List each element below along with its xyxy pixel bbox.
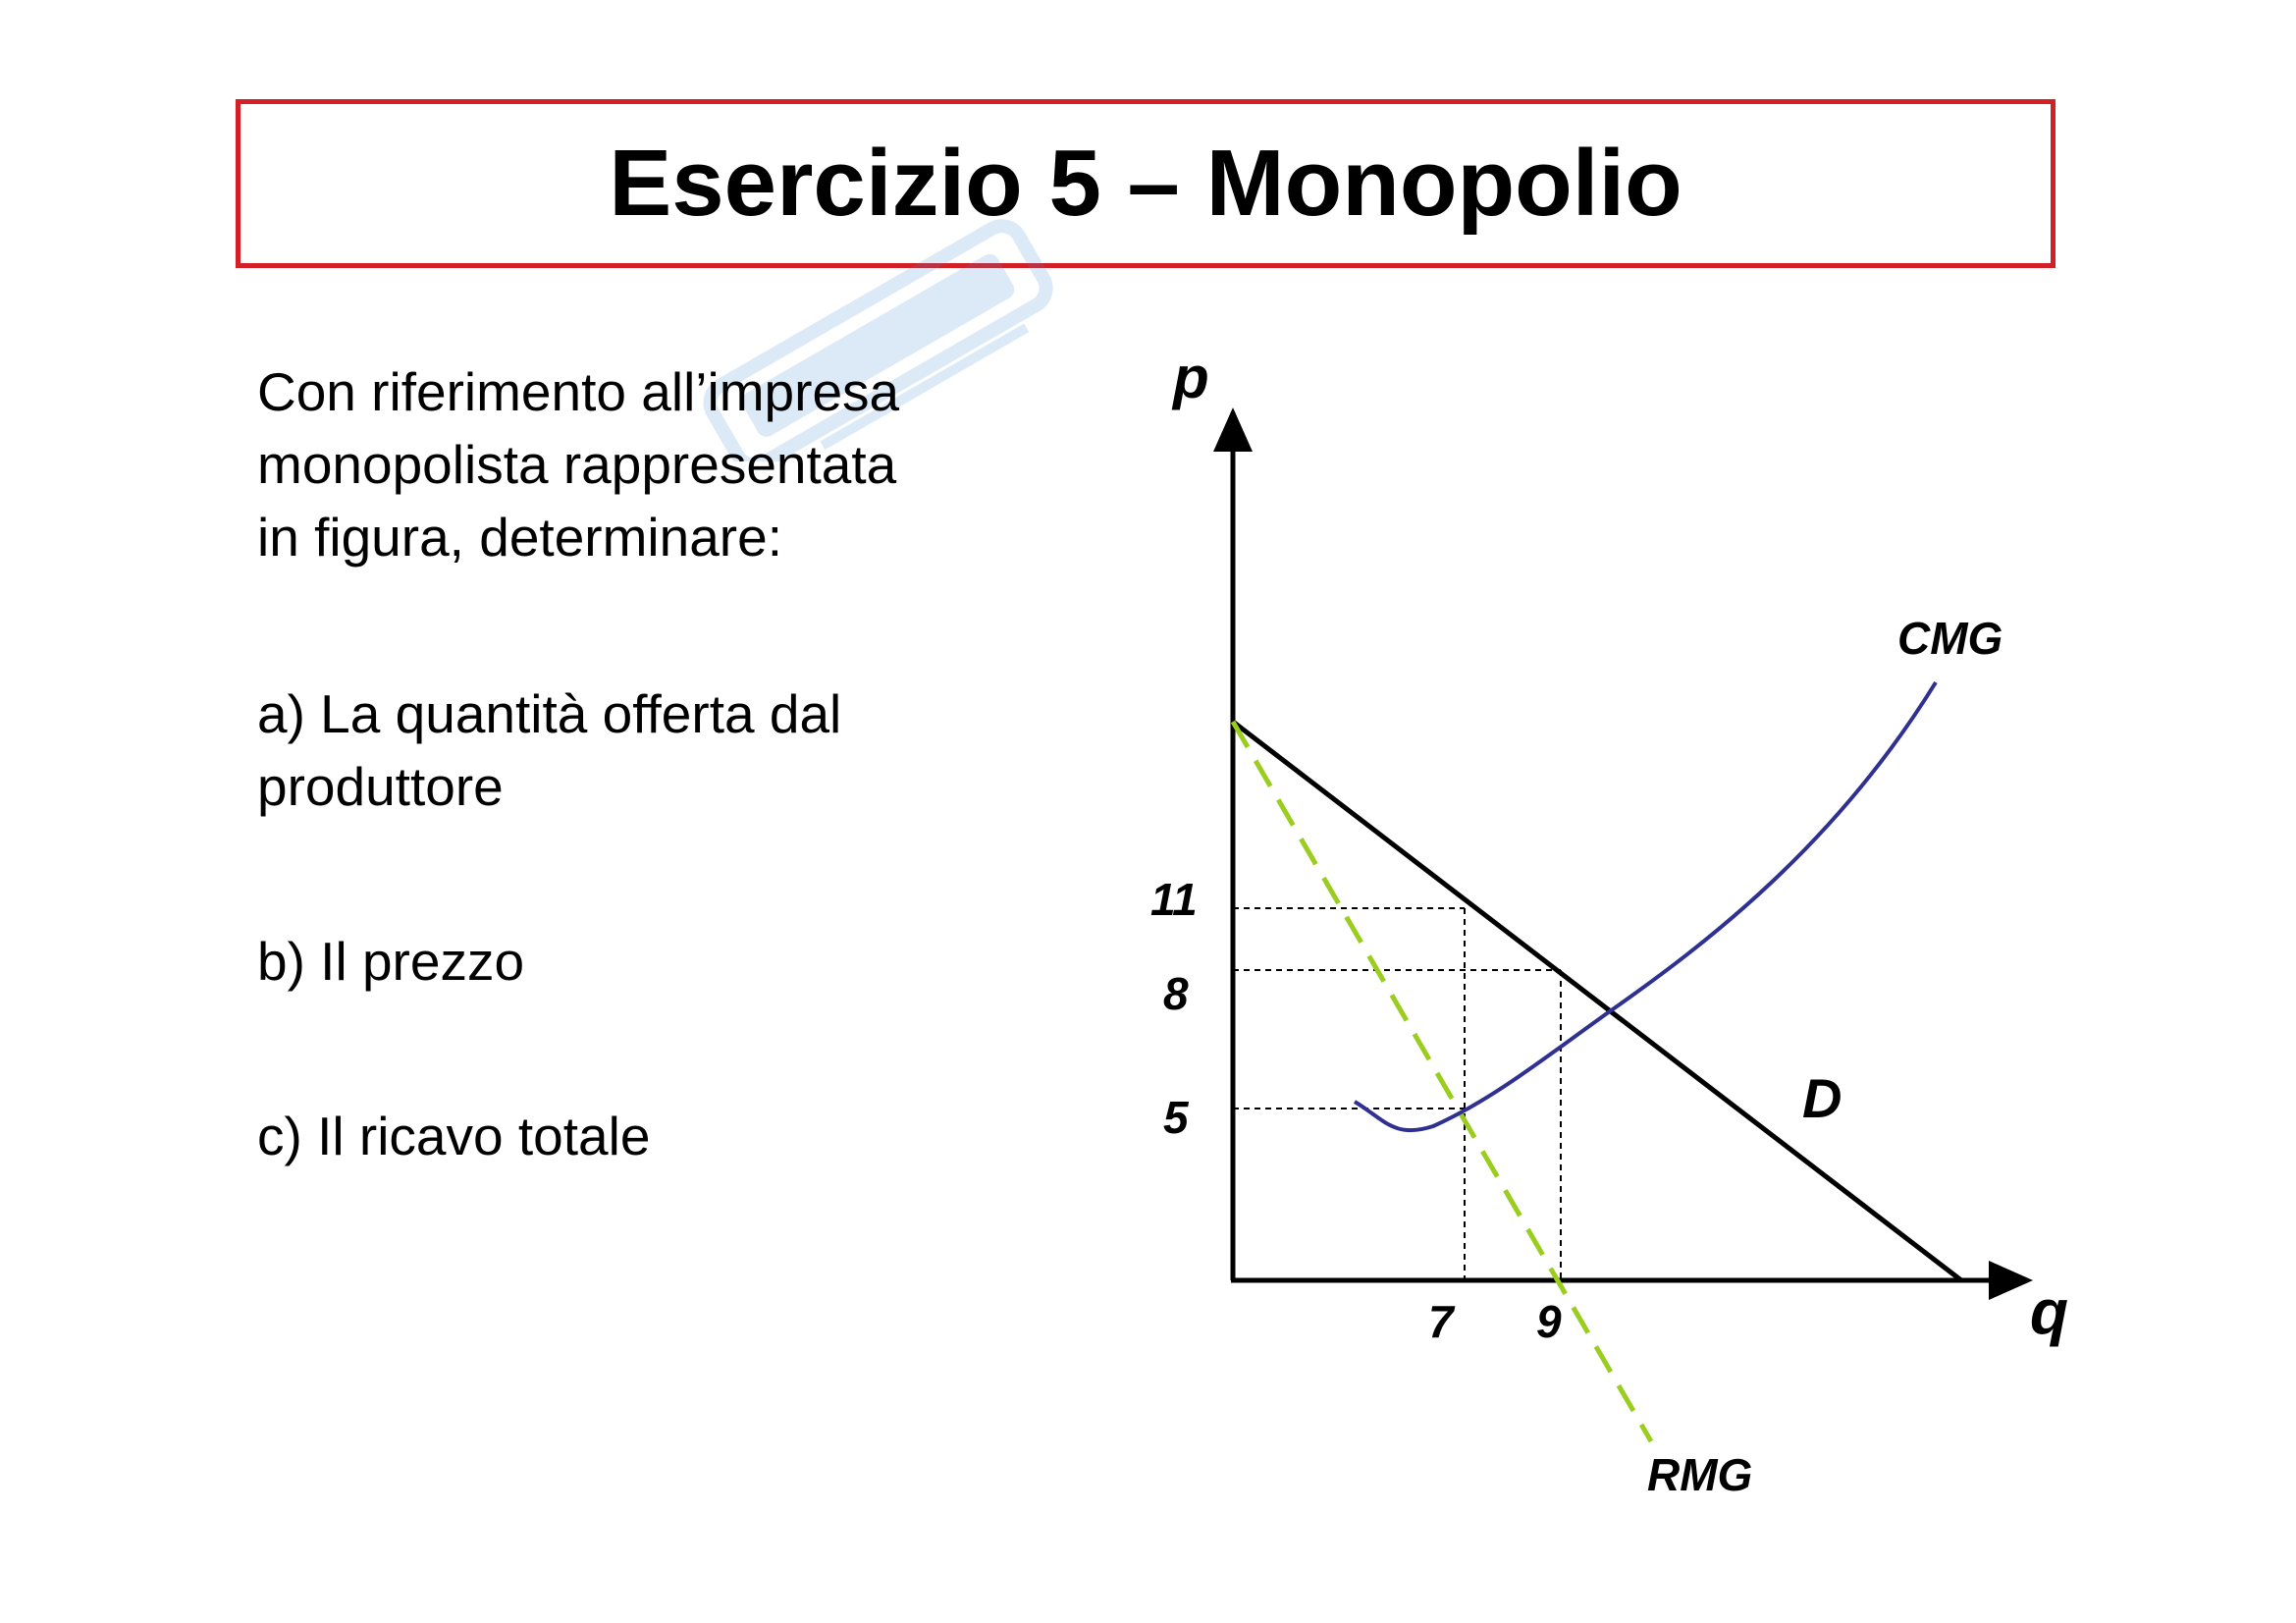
y-tick-11: 11 [1150,874,1198,925]
x-axis-label: q [2030,1276,2069,1347]
cmg-label: CMG [1897,613,2003,664]
x-tick-7: 7 [1428,1296,1454,1347]
x-tick-9: 9 [1536,1296,1562,1347]
question-b-text: b) Il prezzo [257,931,525,992]
rmg-label: RMG [1647,1449,1753,1500]
intro-line: in figura, determinare: [257,507,782,568]
slide-title: Esercizio 5 – Monopolio [609,131,1682,236]
question-c-text: c) Il ricavo totale [257,1106,651,1166]
intro-line: monopolista rappresentata [257,434,897,495]
y-axis-label: p [1173,345,1209,410]
demand-label: D [1802,1067,1842,1129]
intro-line: Con riferimento all’impresa [257,361,900,422]
question-a-line: a) La quantità offerta dal [257,683,842,744]
question-a-line: produttore [257,756,504,817]
y-tick-8: 8 [1163,968,1189,1019]
marginal-cost-curve [1355,682,1936,1130]
guide-lines [1233,908,1561,1278]
y-tick-5: 5 [1163,1092,1189,1143]
demand-curve [1233,722,1961,1280]
